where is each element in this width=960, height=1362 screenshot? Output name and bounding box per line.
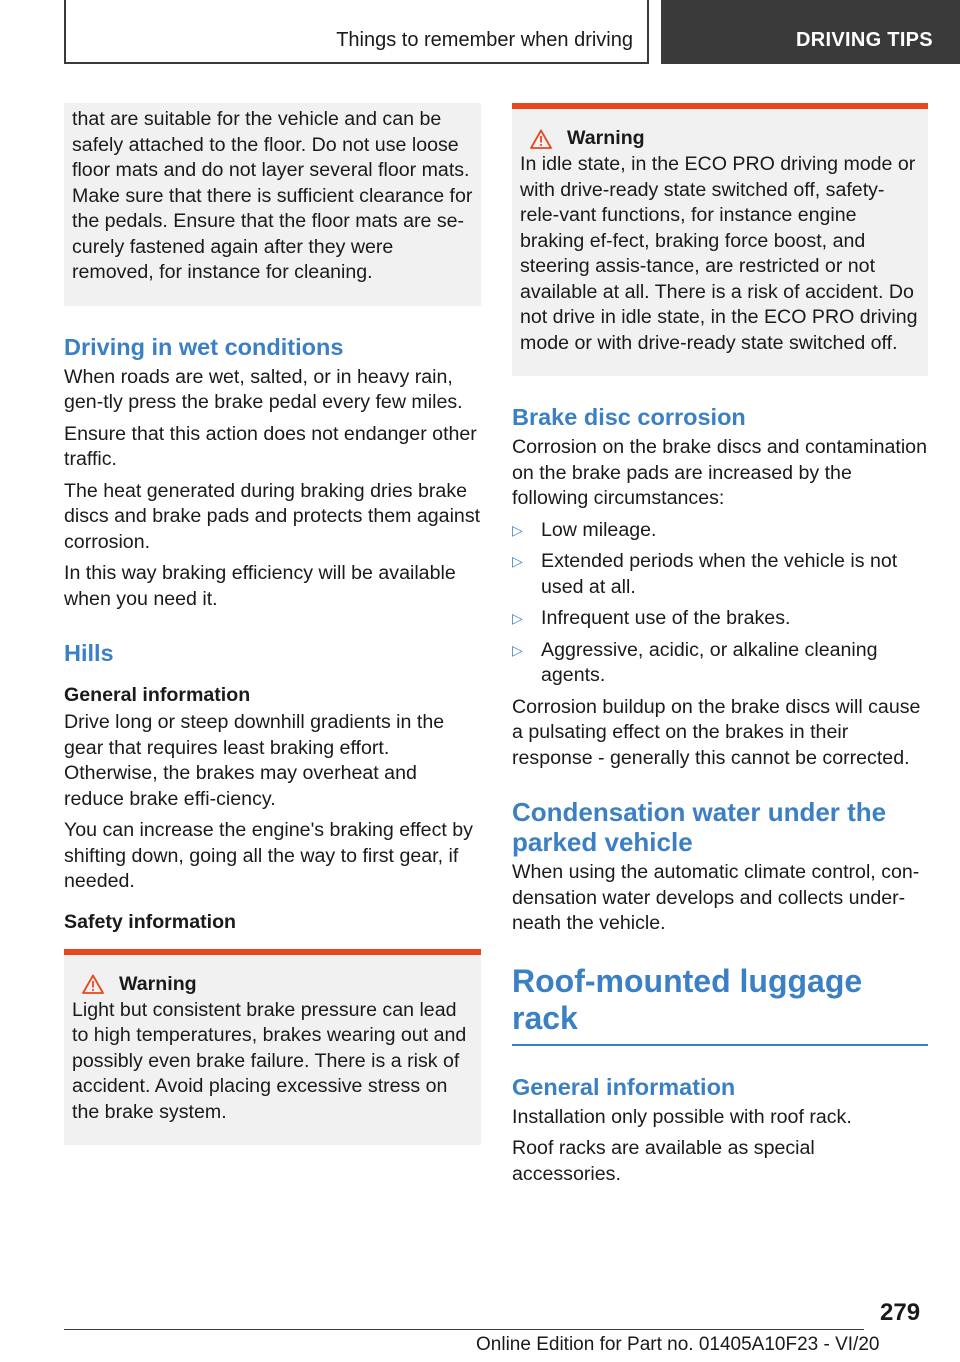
corrosion-circumstances-list xyxy=(512,518,928,689)
list-item-text: Aggressive, acidic, or alkaline cleaning agents. xyxy=(541,638,878,686)
floor-mats-note-text: that are suitable for the vehicle and can be safely attached to the floor. Do not use loose floor mats and do not layer several floor mats. Make sure that there is sufficient clearance for the pedals. Ensure that the floor mats are se-curely fastened again after they were removed, for instance for cleaning. xyxy=(72,108,473,283)
header-chapter-tab xyxy=(661,0,960,64)
warning-header xyxy=(82,973,473,996)
roof-paragraph: Installation only possible with roof rack. xyxy=(512,1105,852,1128)
hills-general-heading: General information xyxy=(64,684,251,706)
warning-triangle-icon xyxy=(530,129,552,149)
brake-corrosion-heading: Brake disc corrosion xyxy=(512,404,746,430)
footer-divider xyxy=(64,1329,864,1330)
warning-triangle-icon xyxy=(82,974,104,994)
floor-mats-note-box xyxy=(64,103,481,306)
roof-rack-heading: Roof-mounted luggage rack xyxy=(512,963,928,1046)
triangle-right-icon: ▷ xyxy=(512,553,523,569)
warning-header xyxy=(530,127,920,150)
triangle-right-icon: ▷ xyxy=(512,521,523,538)
list-item xyxy=(512,549,928,600)
right-column xyxy=(512,103,928,1193)
list-item xyxy=(512,638,928,689)
roof-paragraph: Roof racks are available as special accessories. xyxy=(512,1137,815,1185)
warning-title: Warning xyxy=(119,972,197,995)
roof-general-heading: General information xyxy=(512,1073,736,1100)
warning-text: In idle state, in the ECO PRO driving mode or with drive-ready state switched off, safety-rele-vant functions, for instance engine braking ef-fect, braking force boost, and steering assis-tance, are restricted or not available at all. There is a risk of accident. Do not drive in idle state, in the ECO PRO driving mode or with drive-ready state switched off. xyxy=(520,153,918,354)
page-number: 279 xyxy=(880,1299,921,1326)
header-chapter-title: DRIVING TIPS xyxy=(796,29,933,51)
list-item-text: Low mileage. xyxy=(541,518,657,541)
left-column xyxy=(64,103,481,1145)
triangle-right-icon: ▷ xyxy=(512,610,523,626)
list-item-text: Infrequent use of the brakes. xyxy=(541,607,791,629)
hills-paragraph: Drive long or steep downhill gradients in the gear that requires least braking effort. Otherwise, the brakes may overheat and reduce brake effi-ciency. xyxy=(64,711,445,810)
hills-paragraph: You can increase the engine's braking effect by shifting down, going all the way to first gear, if needed. xyxy=(64,819,473,892)
wet-conditions-heading: Driving in wet conditions xyxy=(64,333,344,360)
triangle-right-icon: ▷ xyxy=(512,641,523,658)
wet-conditions-paragraph: The heat generated during braking dries brake discs and brake pads and protects them against corrosion. xyxy=(64,479,481,553)
list-item xyxy=(512,518,928,544)
brake-corrosion-outro: Corrosion buildup on the brake discs will cause a pulsating effect on the brakes in their response - generally this cannot be corrected. xyxy=(512,695,921,769)
hills-safety-heading: Safety information xyxy=(64,910,237,933)
list-item-text: Extended periods when the vehicle is not used at all. xyxy=(541,550,898,598)
footer-edition: Online Edition for Part no. 01405A10F23 - VI/20 xyxy=(476,1334,880,1355)
brake-corrosion-intro: Corrosion on the brake discs and contamination on the brake pads are increased by the following circumstances: xyxy=(512,436,927,509)
brake-warning-box xyxy=(64,949,481,1146)
header-section-tab xyxy=(64,0,649,64)
warning-title: Warning xyxy=(567,127,645,149)
condensation-text: When using the automatic climate control, con-densation water develops and collects under-neath the vehicle. xyxy=(512,861,920,934)
hills-heading: Hills xyxy=(64,640,114,666)
wet-conditions-paragraph: In this way braking efficiency will be available when you need it. xyxy=(64,562,456,610)
warning-text: Light but consistent brake pressure can lead to high temperatures, brakes wearing out and possibly even brake failure. There is a risk of accident. Avoid placing excessive stress on the brake system. xyxy=(72,998,467,1123)
wet-conditions-paragraph: Ensure that this action does not endanger other traffic. xyxy=(64,422,477,470)
idle-state-warning-box xyxy=(512,103,928,376)
condensation-heading: Condensation water under the parked vehicle xyxy=(512,797,887,857)
header-section-title: Things to remember when driving xyxy=(336,29,633,51)
wet-conditions-paragraph: When roads are wet, salted, or in heavy rain, gen-tly press the brake pedal every few miles. xyxy=(64,365,463,413)
list-item xyxy=(512,606,928,632)
